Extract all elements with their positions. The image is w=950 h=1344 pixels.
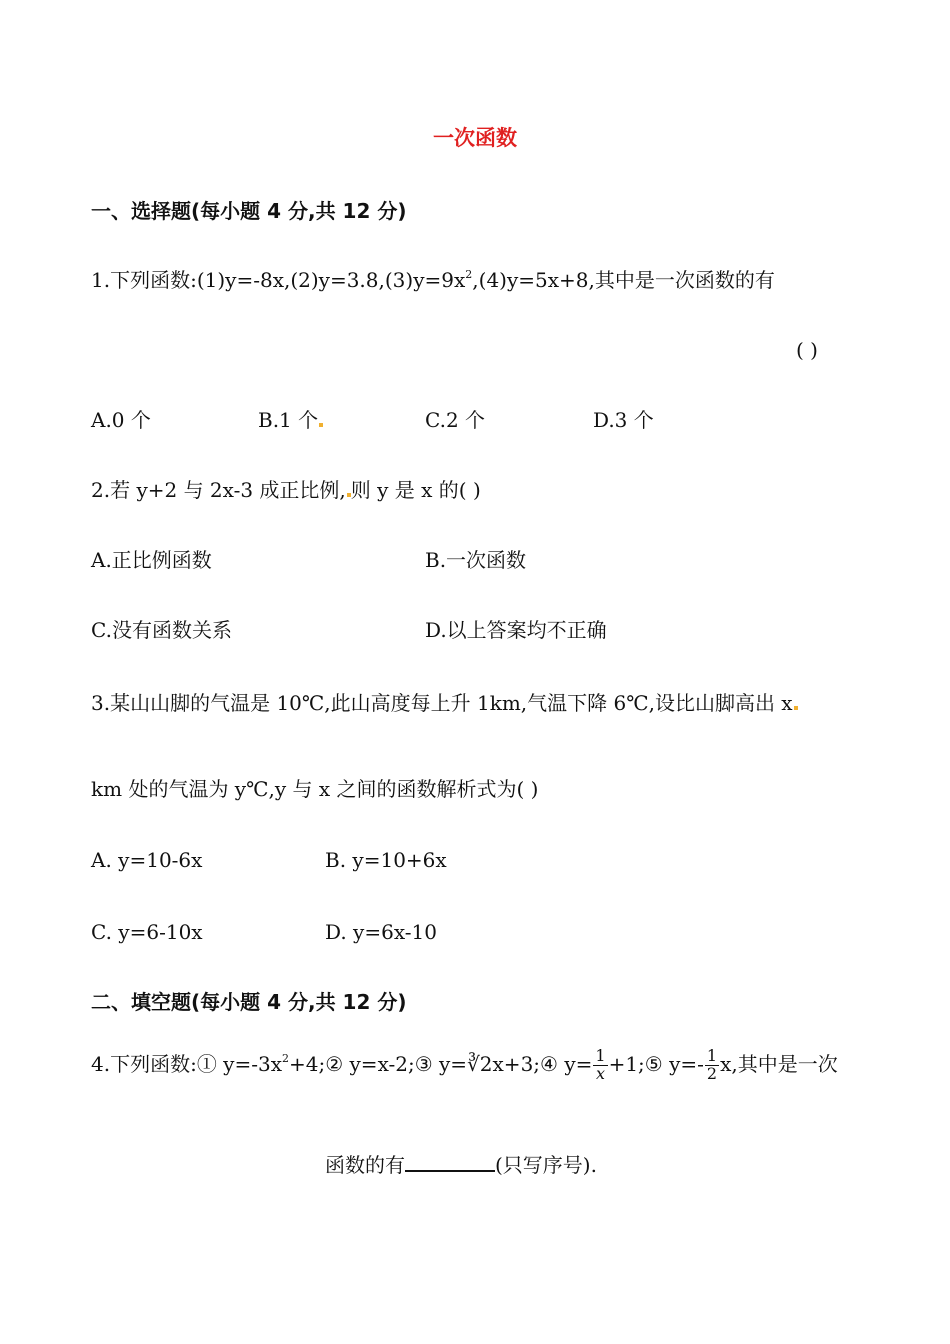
question-4-exponent: 2	[282, 1051, 289, 1065]
fraction-1-numerator: 1	[595, 1046, 606, 1065]
question-3-line-2: km 处的气温为 y℃,y 与 x 之间的函数解析式为( )	[91, 777, 539, 801]
question-4-line-1	[91, 1048, 838, 1083]
question-4-part-3: x+3;④ y=	[492, 1051, 593, 1076]
question-1-option-a[interactable]: A.0 个	[91, 408, 151, 432]
orange-mark	[794, 706, 798, 710]
question-1-option-b-label: B.1 个	[258, 408, 319, 432]
fraction-2-numerator: 1	[706, 1046, 718, 1065]
question-4-part-4: +1;⑤ y=-	[608, 1051, 704, 1076]
question-1-suffix: ,(4)y=5x+8,其中是一次函数的有	[472, 268, 775, 292]
question-3-option-c[interactable]: C. y=6-10x	[91, 920, 203, 944]
question-3-line-1	[91, 693, 798, 713]
question-4-cube-root: ∛2	[467, 1051, 493, 1076]
question-4-line-2-suffix: (只写序号).	[495, 1153, 597, 1177]
question-4-line-2-prefix: 函数的有	[325, 1153, 405, 1177]
question-3-option-d[interactable]: D. y=6x-10	[325, 920, 437, 944]
question-1-option-b[interactable]	[258, 410, 323, 430]
question-3-option-b[interactable]: B. y=10+6x	[325, 848, 447, 872]
question-1-prefix: 1.下列函数:(1)y=-8x,(2)y=3.8,(3)y=9x	[91, 268, 466, 292]
question-2-option-a[interactable]: A.正比例函数	[91, 548, 212, 572]
fraction-1-denominator: x	[595, 1063, 605, 1083]
question-4-part-2: +4;② y=x-2;③ y=	[289, 1051, 468, 1076]
question-2-option-b[interactable]: B.一次函数	[425, 548, 527, 572]
orange-mark	[319, 423, 323, 427]
question-2-prefix: 2.若 y+2 与 2x-3 成正比例,	[91, 478, 346, 502]
question-1-text	[91, 270, 775, 290]
question-2-text	[91, 480, 481, 500]
answer-blank[interactable]	[405, 1152, 495, 1172]
page-title: 一次函数	[433, 126, 517, 150]
section-heading-multiple-choice: 一、选择题(每小题 4 分,共 12 分)	[91, 199, 407, 223]
question-3-line-1-text: 3.某山山脚的气温是 10℃,此山高度每上升 1km,气温下降 6℃,设比山脚高出 x	[91, 691, 793, 715]
question-1-exponent: 2	[465, 268, 473, 281]
question-3-option-a[interactable]: A. y=10-6x	[91, 848, 203, 872]
question-4-fraction-2	[705, 1048, 719, 1083]
question-2-option-c[interactable]: C.没有函数关系	[91, 618, 232, 642]
question-4-fraction-1	[593, 1048, 607, 1083]
section-heading-fill-in: 二、填空题(每小题 4 分,共 12 分)	[91, 990, 407, 1014]
question-4-part-5: x,其中是一次	[720, 1051, 838, 1076]
question-1-option-c[interactable]: C.2 个	[425, 408, 486, 432]
question-4-part-1: 4.下列函数:① y=-3x	[91, 1051, 282, 1076]
question-2-suffix: 则 y 是 x 的( )	[350, 478, 481, 502]
question-4-line-2	[325, 1152, 597, 1175]
question-1-answer-paren: ( )	[796, 338, 818, 362]
fraction-2-denominator: 2	[706, 1063, 718, 1083]
question-2-option-d[interactable]: D.以上答案均不正确	[425, 618, 607, 642]
question-1-option-d[interactable]: D.3 个	[593, 408, 654, 432]
